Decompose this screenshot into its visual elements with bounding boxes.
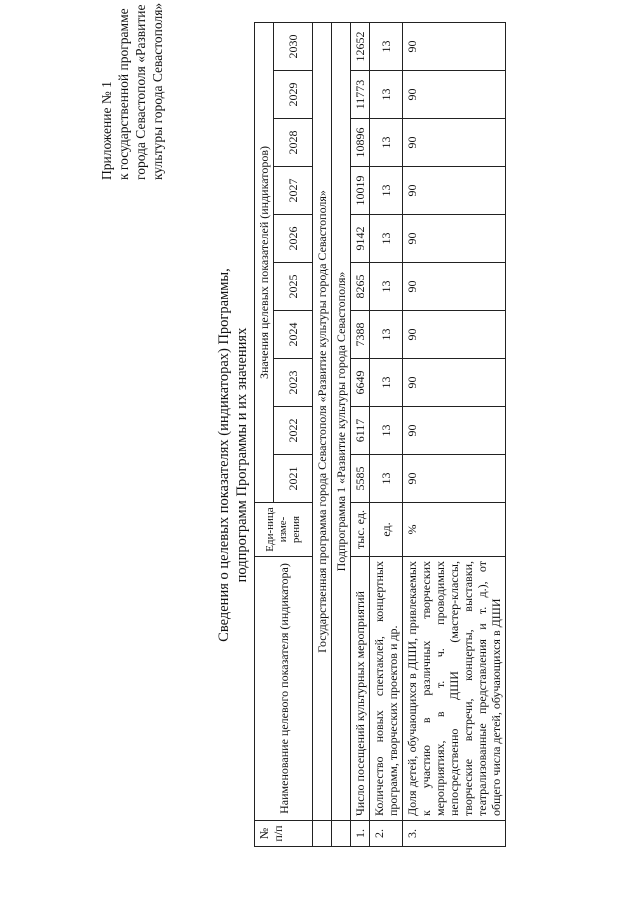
header-name: Наименование целевого показателя (индикатора)	[255, 557, 313, 821]
row-value: 11773	[351, 71, 370, 119]
row-unit: %	[403, 503, 506, 557]
subprogram-num-cell	[332, 821, 351, 847]
row-value: 6649	[351, 359, 370, 407]
appendix-line: Приложение № 1	[99, 81, 114, 180]
row-value: 13	[370, 167, 403, 215]
year-cell: 2027	[274, 167, 313, 215]
row-value: 90	[403, 167, 506, 215]
row-num: 1.	[351, 821, 370, 847]
year-cell: 2024	[274, 311, 313, 359]
program-num-cell	[313, 821, 332, 847]
year-cell: 2023	[274, 359, 313, 407]
table-row	[370, 22, 403, 846]
row-value: 13	[370, 359, 403, 407]
row-name: Число посещений культурных мероприятий	[351, 557, 370, 821]
row-value: 13	[370, 215, 403, 263]
row-value: 90	[403, 215, 506, 263]
row-value: 90	[403, 455, 506, 503]
table-row	[403, 22, 506, 846]
subprogram-row	[332, 22, 351, 846]
row-value: 90	[403, 359, 506, 407]
appendix-line: культуры города Севастополя»	[150, 2, 165, 180]
row-value: 13	[370, 407, 403, 455]
year-cell: 2025	[274, 263, 313, 311]
row-value: 13	[370, 71, 403, 119]
row-name: Доля детей, обучающихся в ДШИ, привлекаемых к участию в различных творческих мероприятиях, в т. ч. проводимых непосредственно ДШИ (мастер-классы, творческие встречи, концерты, выставки, театрализованные представления и т. д.), от общего числа детей, обучающихся в ДШИ	[403, 557, 506, 821]
row-unit: тыс. ед.	[351, 503, 370, 557]
row-value: 7388	[351, 311, 370, 359]
header-values: Значения целевых показателей (индикаторов)	[255, 22, 274, 502]
row-name: Количество новых спектаклей, концертных программ, творческих проектов и др.	[370, 557, 403, 821]
indicators-table	[254, 22, 506, 847]
row-value: 13	[370, 22, 403, 70]
row-value: 13	[370, 311, 403, 359]
header-row	[255, 22, 274, 846]
row-value: 13	[370, 455, 403, 503]
row-value: 10896	[351, 119, 370, 167]
year-cell: 2021	[274, 455, 313, 503]
row-value: 13	[370, 263, 403, 311]
row-value: 90	[403, 263, 506, 311]
row-value: 90	[403, 311, 506, 359]
appendix-note	[98, 0, 166, 180]
header-unit: Еди-ница изме-рения	[255, 503, 313, 557]
appendix-line: города Севастополя «Развитие	[133, 4, 148, 180]
row-value: 90	[403, 22, 506, 70]
program-row	[313, 22, 332, 846]
header-num: № п/п	[255, 821, 313, 847]
row-unit: ед.	[370, 503, 403, 557]
appendix-line: к государственной программе	[116, 8, 131, 180]
subprogram-title: Подпрограмма 1 «Развитие культуры города Севастополя»	[332, 22, 351, 820]
row-value: 9142	[351, 215, 370, 263]
row-num: 3.	[403, 821, 506, 847]
year-cell: 2026	[274, 215, 313, 263]
document-title	[215, 245, 251, 665]
title-line: Сведения о целевых показателях (индикаторах) Программы,	[216, 268, 232, 642]
row-value: 90	[403, 119, 506, 167]
row-value: 10019	[351, 167, 370, 215]
row-value: 8265	[351, 263, 370, 311]
row-value: 6117	[351, 407, 370, 455]
row-value: 5585	[351, 455, 370, 503]
year-cell: 2029	[274, 71, 313, 119]
year-cell: 2022	[274, 407, 313, 455]
program-title: Государственная программа города Севастополя «Развитие культуры города Севастополя»	[313, 22, 332, 820]
row-num: 2.	[370, 821, 403, 847]
row-value: 12652	[351, 22, 370, 70]
row-value: 90	[403, 407, 506, 455]
table-row	[351, 22, 370, 846]
title-line: подпрограмм Программы и их значениях	[234, 327, 250, 583]
year-cell: 2028	[274, 119, 313, 167]
row-value: 90	[403, 71, 506, 119]
row-value: 13	[370, 119, 403, 167]
year-cell: 2030	[274, 22, 313, 70]
